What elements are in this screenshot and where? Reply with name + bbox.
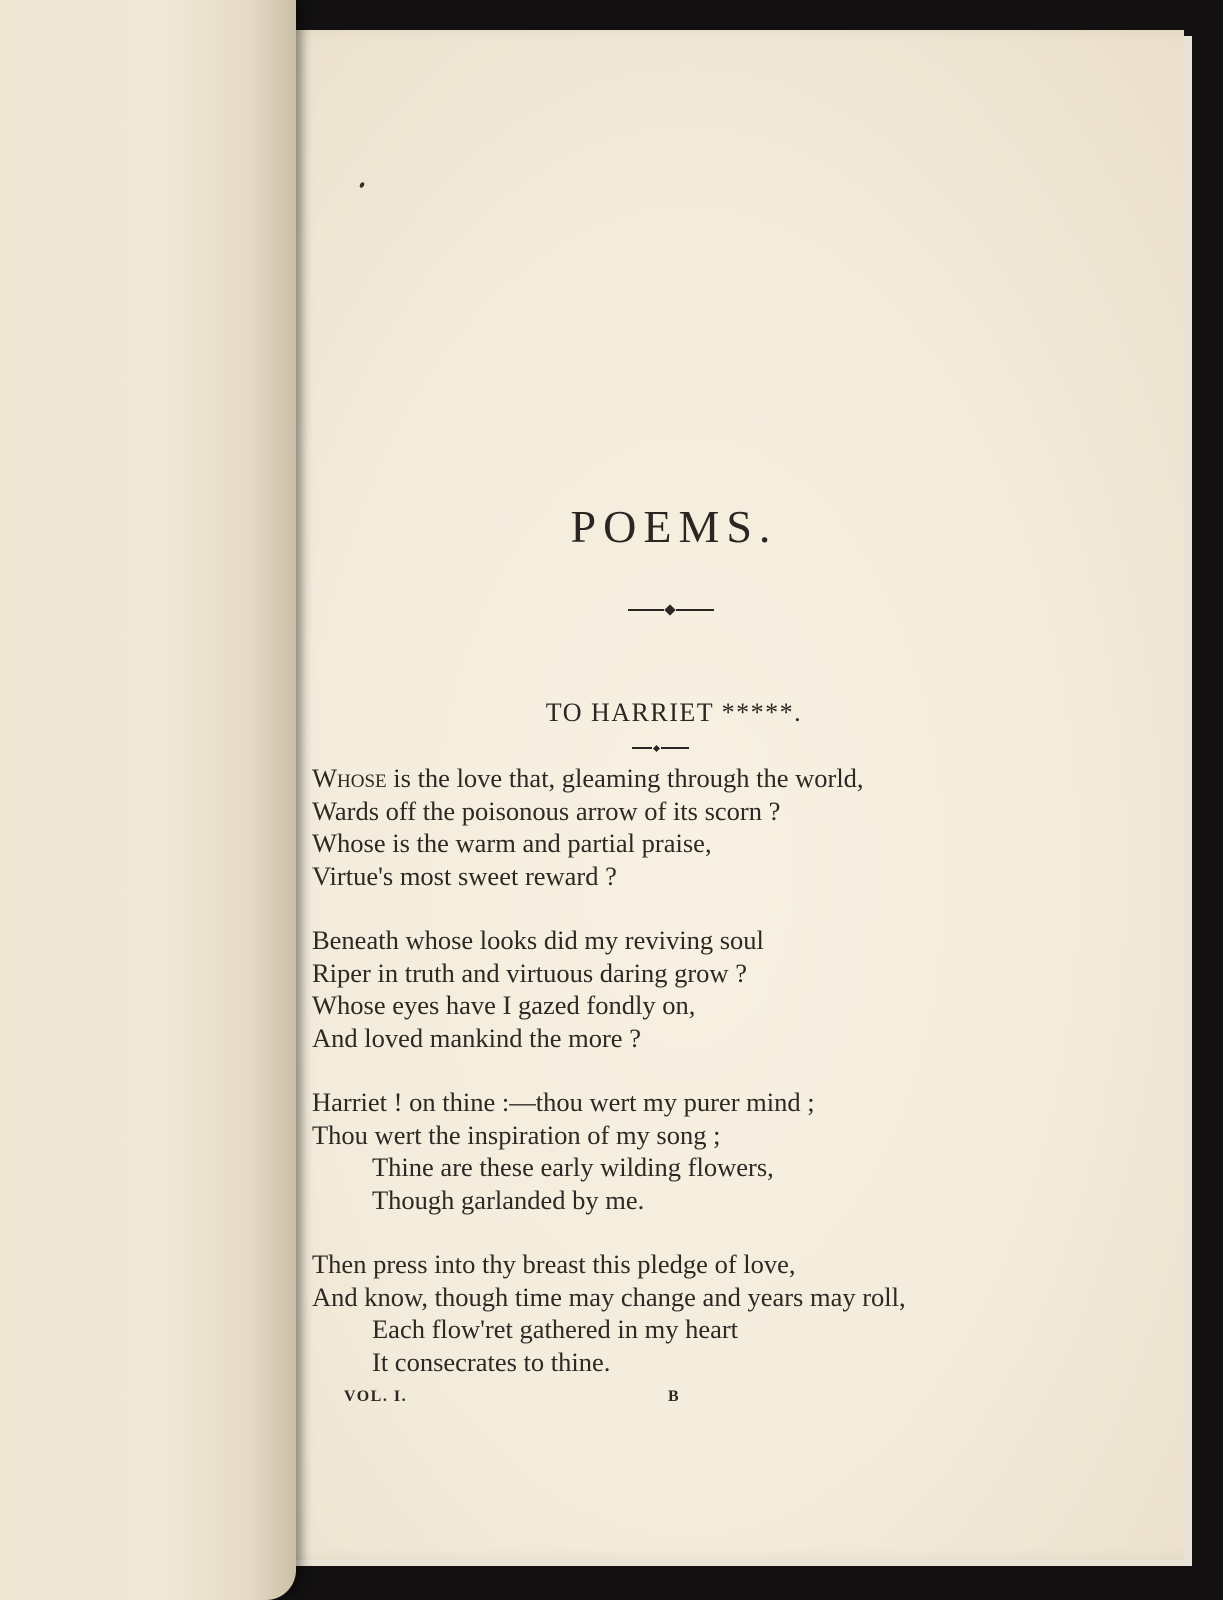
- book-page: [284, 30, 1184, 1560]
- first-word: Whose: [312, 763, 387, 793]
- diamond-icon: [664, 604, 675, 615]
- diamond-icon: [653, 744, 660, 751]
- poem-line: Harriet ! on thine :—thou wert my purer mind ;: [312, 1087, 815, 1117]
- signature-mark: B: [668, 1388, 681, 1405]
- poem-title: TO HARRIET *****.: [545, 698, 803, 727]
- poem-line: Thou wert the inspiration of my song ;: [312, 1119, 721, 1150]
- poem-line: And know, though time may change and years may roll,: [312, 1281, 906, 1312]
- poem-line: Virtue's most sweet reward ?: [312, 860, 617, 891]
- poem-line: Whose eyes have I gazed fondly on,: [312, 990, 696, 1020]
- poem-line: It consecrates to thine.: [372, 1346, 611, 1377]
- poem-line: Wards off the poisonous arrow of its scorn ?: [312, 795, 781, 826]
- volume-label: VOL. I.: [344, 1388, 408, 1405]
- poem-line-text: is the love that, gleaming through the world,: [386, 763, 864, 793]
- page-title: POEMS.: [570, 501, 778, 552]
- poem-line: Each flow'ret gathered in my heart: [372, 1314, 739, 1344]
- poem-line: Whose is the warm and partial praise,: [312, 828, 712, 858]
- poem-line: [312, 762, 1032, 795]
- ink-speck: [359, 181, 365, 188]
- poem-line: Thine are these early wilding flowers,: [372, 1152, 774, 1182]
- poem-body: [312, 762, 1032, 1410]
- left-page-edge: [0, 0, 296, 1600]
- poem-line: Then press into thy breast this pledge of love,: [312, 1249, 796, 1279]
- title-ornament: [628, 604, 714, 616]
- poem-line: Though garlanded by me.: [372, 1184, 645, 1215]
- poem-line: Beneath whose looks did my reviving soul: [312, 925, 764, 955]
- stanza: [312, 924, 1032, 1054]
- poem-line: And loved mankind the more ?: [312, 1022, 641, 1053]
- poem-line: Riper in truth and virtuous daring grow ?: [312, 957, 747, 988]
- stanza: [312, 1086, 1032, 1216]
- stanza: [312, 762, 1032, 892]
- stanza: [312, 1248, 1032, 1378]
- poem-title-ornament: [632, 742, 689, 754]
